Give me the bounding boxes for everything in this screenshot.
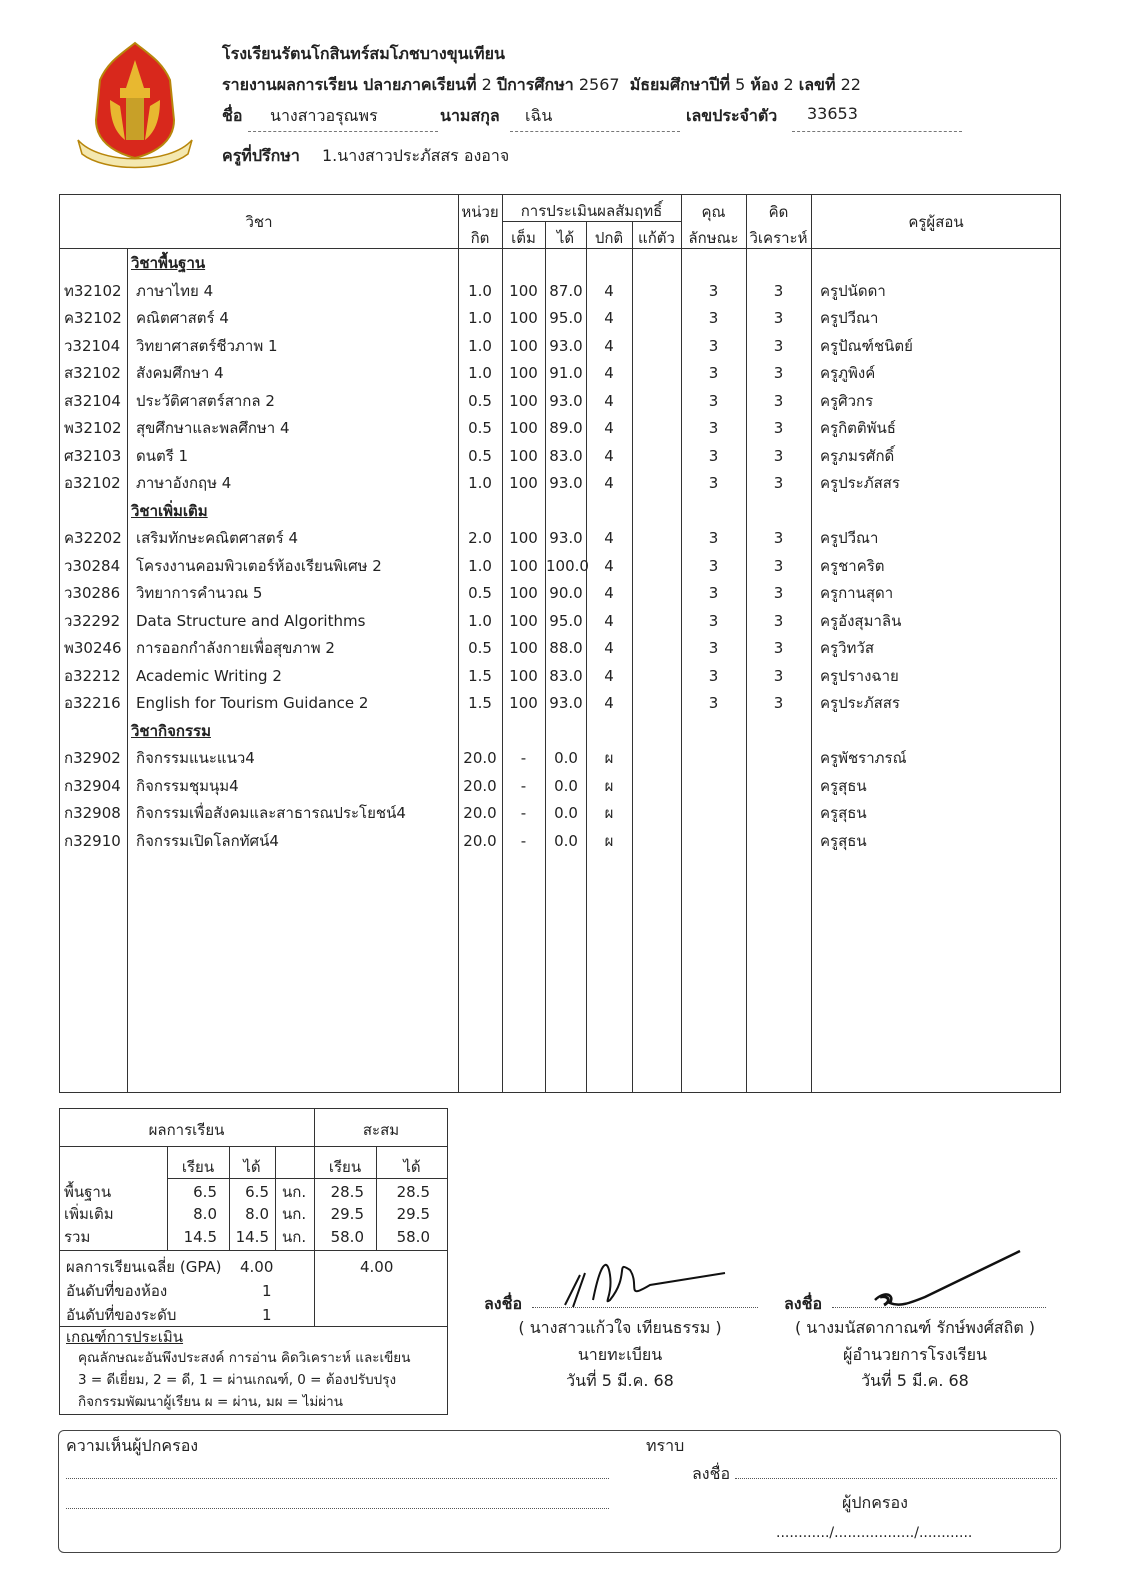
full-score: -	[520, 804, 527, 822]
gpa-label: ผลการเรียนเฉลี่ย (GPA)	[66, 1258, 222, 1276]
subject-code: ท32102	[64, 282, 122, 300]
summary-row-label: เพิ่มเติม	[64, 1205, 114, 1223]
summary-cum-studied: 29.5	[330, 1205, 364, 1223]
subject-name: สุขศึกษาและพลศึกษา 4	[136, 419, 290, 437]
subject-name: English for Tourism Guidance 2	[136, 694, 369, 712]
summary-cum-col-studied: เรียน	[328, 1158, 362, 1176]
student-name: นางสาวอรุณพร	[270, 106, 378, 125]
summary-cum-got: 29.5	[396, 1205, 430, 1223]
school-logo	[70, 40, 200, 170]
registrar-date: วันที่ 5 มี.ค. 68	[566, 1371, 674, 1390]
teacher-name: ครูปนัดดา	[820, 282, 886, 300]
teacher-name: ครูกิตติพันธ์	[820, 419, 896, 437]
full-score: 100	[509, 364, 538, 382]
rank-level-label: อันดับที่ของระดับ	[66, 1306, 177, 1324]
unit-value: 1.5	[468, 694, 492, 712]
criteria-title: เกณฑ์การประเมิน	[66, 1328, 184, 1346]
grade-value: 4	[604, 694, 614, 712]
subject-name: วิทยาศาสตร์ชีวภาพ 1	[136, 337, 278, 355]
name-label: ชื่อ	[222, 106, 243, 125]
rank-room-label: อันดับที่ของห้อง	[66, 1282, 168, 1300]
teacher-name: ครูประภัสสร	[820, 694, 900, 712]
got-score: 95.0	[549, 309, 583, 327]
subject-code: อ32216	[64, 694, 121, 712]
registrar-sign-label: ลงชื่อ	[484, 1294, 523, 1313]
summary-unit: นก.	[282, 1228, 307, 1246]
grade-value: 4	[604, 474, 614, 492]
rank-level-value: 1	[262, 1306, 272, 1324]
unit-value: 0.5	[468, 447, 492, 465]
subject-name: กิจกรรมชุมนุม4	[136, 777, 239, 795]
header-think-line1: คิด	[768, 203, 789, 221]
director-name: ( นางมนัสดากาณฑ์ รักษ์พงศ์สถิต )	[794, 1318, 1036, 1337]
subject-name: Academic Writing 2	[136, 667, 282, 685]
got-score: 90.0	[549, 584, 583, 602]
grade-value: ผ	[604, 832, 614, 850]
summary-unit: นก.	[282, 1205, 307, 1223]
virtue-score: 3	[708, 694, 719, 712]
think-score: 3	[773, 282, 784, 300]
got-score: 0.0	[554, 832, 578, 850]
subject-code: ก32902	[64, 749, 121, 767]
summary-result-title: ผลการเรียน	[148, 1121, 225, 1139]
director-signature	[870, 1245, 1030, 1315]
subject-name: ภาษาไทย 4	[136, 282, 214, 300]
subject-name: ประวัติศาสตร์สากล 2	[136, 392, 275, 410]
header-normal: ปกติ	[594, 229, 624, 247]
subject-name: วิทยาการคำนวณ 5	[136, 584, 263, 602]
surname-label: นามสกุล	[440, 106, 500, 125]
full-score: 100	[509, 639, 538, 657]
summary-got: 14.5	[235, 1228, 269, 1246]
full-score: 100	[509, 337, 538, 355]
full-score: 100	[509, 474, 538, 492]
teacher-name: ครูสุธน	[820, 777, 867, 795]
header-virtue-line2: ลักษณะ	[688, 229, 739, 247]
subject-name: การออกกำลังกายเพื่อสุขภาพ 2	[136, 639, 335, 657]
subject-code: ส32104	[64, 392, 121, 410]
summary-cum-studied: 58.0	[330, 1228, 364, 1246]
header-teacher: ครูผู้สอน	[908, 213, 964, 231]
unit-value: 1.0	[468, 612, 492, 630]
registrar-title: นายทะเบียน	[577, 1345, 663, 1364]
unit-value: 1.0	[468, 557, 492, 575]
parent-sign-label: ลงชื่อ	[692, 1464, 731, 1483]
grade-value: 4	[604, 557, 614, 575]
advisor-label: ครูที่ปรึกษา	[222, 146, 300, 165]
director-sign-label: ลงชื่อ	[784, 1294, 823, 1313]
subject-code: ว32104	[64, 337, 121, 355]
subject-code: ก32904	[64, 777, 121, 795]
teacher-name: ครูปวีณา	[820, 529, 879, 547]
summary-col-got: ได้	[243, 1158, 261, 1176]
teacher-name: ครูกานสุดา	[820, 584, 894, 602]
full-score: -	[520, 832, 527, 850]
subject-code: ว30284	[64, 557, 121, 575]
subject-name: ภาษาอังกฤษ 4	[136, 474, 232, 492]
full-score: -	[520, 749, 527, 767]
full-score: 100	[509, 557, 538, 575]
header-unit-line1: หน่วย	[461, 203, 499, 221]
teacher-name: ครูวิทวัส	[820, 639, 874, 657]
section-title: วิชาเพิ่มเติม	[131, 502, 208, 520]
grade-value: 4	[604, 337, 614, 355]
subject-name: โครงงานคอมพิวเตอร์ห้องเรียนพิเศษ 2	[136, 557, 382, 575]
virtue-score: 3	[708, 447, 719, 465]
summary-got: 6.5	[245, 1183, 269, 1201]
got-score: 0.0	[554, 777, 578, 795]
header-got: ได้	[556, 229, 575, 247]
grade-value: 4	[604, 639, 614, 657]
virtue-score: 3	[708, 529, 719, 547]
subject-code: ว30286	[64, 584, 121, 602]
full-score: 100	[509, 612, 538, 630]
teacher-name: ครูพัชราภรณ์	[820, 749, 907, 767]
unit-value: 0.5	[468, 584, 492, 602]
unit-value: 0.5	[468, 392, 492, 410]
think-score: 3	[773, 337, 784, 355]
unit-value: 20.0	[463, 804, 497, 822]
unit-value: 1.0	[468, 364, 492, 382]
header-full: เต็ม	[511, 229, 536, 247]
subject-code: ค32102	[64, 309, 122, 327]
grade-value: ผ	[604, 777, 614, 795]
got-score: 93.0	[549, 337, 583, 355]
think-score: 3	[773, 639, 784, 657]
teacher-name: ครูสุธน	[820, 804, 867, 822]
summary-row-label: พื้นฐาน	[64, 1183, 112, 1201]
subject-name: สังคมศึกษา 4	[136, 364, 224, 382]
grade-value: 4	[604, 282, 614, 300]
summary-cum-col-got: ได้	[403, 1158, 421, 1176]
header-virtue-line1: คุณ	[701, 203, 726, 221]
section-title: วิชากิจกรรม	[131, 722, 211, 740]
summary-cum-got: 28.5	[396, 1183, 430, 1201]
unit-value: 0.5	[468, 639, 492, 657]
grade-value: 4	[604, 419, 614, 437]
got-score: 88.0	[549, 639, 583, 657]
student-id: 33653	[807, 104, 858, 123]
teacher-name: ครูปัณฑ์ชนิตย์	[820, 337, 913, 355]
grade-value: 4	[604, 529, 614, 547]
subject-code: ก32908	[64, 804, 121, 822]
director-date: วันที่ 5 มี.ค. 68	[861, 1371, 969, 1390]
summary-got: 8.0	[245, 1205, 269, 1223]
subject-code: ว32292	[64, 612, 121, 630]
virtue-score: 3	[708, 667, 719, 685]
subject-code: ค32202	[64, 529, 122, 547]
virtue-score: 3	[708, 392, 719, 410]
summary-studied: 8.0	[193, 1205, 217, 1223]
criteria-line-3: กิจกรรมพัฒนาผู้เรียน ผ = ผ่าน, มผ = ไม่ผ่าน	[78, 1394, 343, 1410]
teacher-name: ครูปรางฉาย	[820, 667, 899, 685]
got-score: 93.0	[549, 529, 583, 547]
full-score: 100	[509, 694, 538, 712]
acknowledge-label: ทราบ	[646, 1436, 685, 1455]
subject-code: พ30246	[64, 639, 122, 657]
full-score: 100	[509, 392, 538, 410]
subject-code: อ32102	[64, 474, 121, 492]
unit-value: 20.0	[463, 777, 497, 795]
parent-date-blank: ............/................../............	[776, 1525, 973, 1541]
virtue-score: 3	[708, 639, 719, 657]
got-score: 100.0	[546, 557, 589, 575]
summary-cum-got: 58.0	[396, 1228, 430, 1246]
school-name: โรงเรียนรัตนโกสินทร์สมโภชบางขุนเทียน	[222, 44, 505, 63]
virtue-score: 3	[708, 419, 719, 437]
teacher-name: ครูปวีณา	[820, 309, 879, 327]
parent-title: ผู้ปกครอง	[842, 1493, 908, 1512]
summary-studied: 14.5	[183, 1228, 217, 1246]
subject-name: คณิตศาสตร์ 4	[136, 309, 229, 327]
summary-col-studied: เรียน	[181, 1158, 215, 1176]
got-score: 93.0	[549, 392, 583, 410]
full-score: 100	[509, 419, 538, 437]
think-score: 3	[773, 612, 784, 630]
subject-name: Data Structure and Algorithms	[136, 612, 366, 630]
think-score: 3	[773, 364, 784, 382]
think-score: 3	[773, 529, 784, 547]
teacher-name: ครูภูพิงค์	[820, 364, 876, 382]
summary-row-label: รวม	[64, 1228, 91, 1246]
got-score: 95.0	[549, 612, 583, 630]
full-score: 100	[509, 584, 538, 602]
subject-name: ดนตรี 1	[136, 447, 189, 465]
got-score: 0.0	[554, 749, 578, 767]
section-title: วิชาพื้นฐาน	[131, 254, 206, 272]
grade-value: 4	[604, 392, 614, 410]
full-score: 100	[509, 309, 538, 327]
think-score: 3	[773, 474, 784, 492]
grade-value: 4	[604, 584, 614, 602]
think-score: 3	[773, 392, 784, 410]
full-score: -	[520, 777, 527, 795]
full-score: 100	[509, 667, 538, 685]
unit-value: 1.0	[468, 474, 492, 492]
virtue-score: 3	[708, 557, 719, 575]
registrar-signature	[555, 1245, 735, 1315]
unit-value: 1.0	[468, 282, 492, 300]
grade-value: ผ	[604, 804, 614, 822]
got-score: 83.0	[549, 447, 583, 465]
grade-value: 4	[604, 447, 614, 465]
rank-room-value: 1	[262, 1282, 272, 1300]
got-score: 89.0	[549, 419, 583, 437]
registrar-name: ( นางสาวแก้วใจ เทียนธรรม )	[518, 1318, 722, 1337]
unit-value: 1.0	[468, 309, 492, 327]
think-score: 3	[773, 557, 784, 575]
got-score: 83.0	[549, 667, 583, 685]
virtue-score: 3	[708, 309, 719, 327]
think-score: 3	[773, 694, 784, 712]
think-score: 3	[773, 447, 784, 465]
grade-value: 4	[604, 309, 614, 327]
advisor-name: 1.นางสาวประภัสสร องอาจ	[322, 146, 510, 165]
teacher-name: ครูสุธน	[820, 832, 867, 850]
subject-code: พ32102	[64, 419, 122, 437]
summary-cumulative-title: สะสม	[362, 1121, 400, 1139]
subject-name: กิจกรรมเปิดโลกทัศน์4	[136, 832, 279, 850]
parent-opinion-label: ความเห็นผู้ปกครอง	[66, 1436, 199, 1455]
gpa-value: 4.00	[240, 1258, 274, 1276]
header-subject: วิชา	[245, 213, 273, 231]
subject-name: กิจกรรมเพื่อสังคมและสาธารณประโยชน์4	[136, 804, 406, 822]
think-score: 3	[773, 584, 784, 602]
subject-code: อ32212	[64, 667, 121, 685]
subject-name: เสริมทักษะคณิตศาสตร์ 4	[136, 529, 299, 547]
got-score: 91.0	[549, 364, 583, 382]
subject-code: ส32102	[64, 364, 121, 382]
summary-unit: นก.	[282, 1183, 307, 1201]
virtue-score: 3	[708, 364, 719, 382]
unit-value: 20.0	[463, 832, 497, 850]
header-assessment: การประเมินผลสัมฤทธิ์	[520, 202, 663, 220]
teacher-name: ครูภมรศักดิ์	[820, 447, 895, 465]
full-score: 100	[509, 447, 538, 465]
grade-value: 4	[604, 612, 614, 630]
unit-value: 20.0	[463, 749, 497, 767]
virtue-score: 3	[708, 612, 719, 630]
summary-cum-studied: 28.5	[330, 1183, 364, 1201]
teacher-name: ครูประภัสสร	[820, 474, 900, 492]
teacher-name: ครูศิวกร	[820, 392, 874, 410]
grade-value: 4	[604, 667, 614, 685]
header-fix: แก้ตัว	[638, 229, 675, 247]
teacher-name: ครูชาคริต	[820, 557, 885, 575]
got-score: 93.0	[549, 694, 583, 712]
report-title-line: รายงานผลการเรียน ปลายภาคเรียนที่ 2 ปีการศึกษา 2567 มัธยมศึกษาปีที่ 5 ห้อง 2 เลขที่ 22	[222, 75, 861, 94]
think-score: 3	[773, 419, 784, 437]
virtue-score: 3	[708, 282, 719, 300]
cumulative-gpa-value: 4.00	[360, 1258, 394, 1276]
unit-value: 1.5	[468, 667, 492, 685]
virtue-score: 3	[708, 474, 719, 492]
student-surname: เฉิน	[525, 106, 553, 125]
subject-code: ศ32103	[64, 447, 122, 465]
unit-value: 1.0	[468, 337, 492, 355]
director-title: ผู้อำนวยการโรงเรียน	[843, 1345, 987, 1364]
full-score: 100	[509, 529, 538, 547]
student-id-label: เลขประจำตัว	[686, 106, 778, 125]
header-think-line2: วิเคราะห์	[749, 229, 808, 247]
virtue-score: 3	[708, 337, 719, 355]
got-score: 93.0	[549, 474, 583, 492]
header-unit-line2: กิต	[470, 229, 490, 247]
criteria-line-1: คุณลักษณะอันพึงประสงค์ การอ่าน คิดวิเคราะห์ และเขียน	[78, 1350, 411, 1366]
criteria-line-2: 3 = ดีเยี่ยม, 2 = ดี, 1 = ผ่านเกณฑ์, 0 = ต้องปรับปรุง	[78, 1372, 397, 1388]
subject-name: กิจกรรมแนะแนว4	[136, 749, 255, 767]
unit-value: 2.0	[468, 529, 492, 547]
think-score: 3	[773, 309, 784, 327]
grade-value: 4	[604, 364, 614, 382]
unit-value: 0.5	[468, 419, 492, 437]
subject-code: ก32910	[64, 832, 121, 850]
think-score: 3	[773, 667, 784, 685]
teacher-name: ครูอังสุมาลิน	[820, 612, 902, 630]
got-score: 0.0	[554, 804, 578, 822]
full-score: 100	[509, 282, 538, 300]
summary-studied: 6.5	[193, 1183, 217, 1201]
got-score: 87.0	[549, 282, 583, 300]
grade-value: ผ	[604, 749, 614, 767]
virtue-score: 3	[708, 584, 719, 602]
